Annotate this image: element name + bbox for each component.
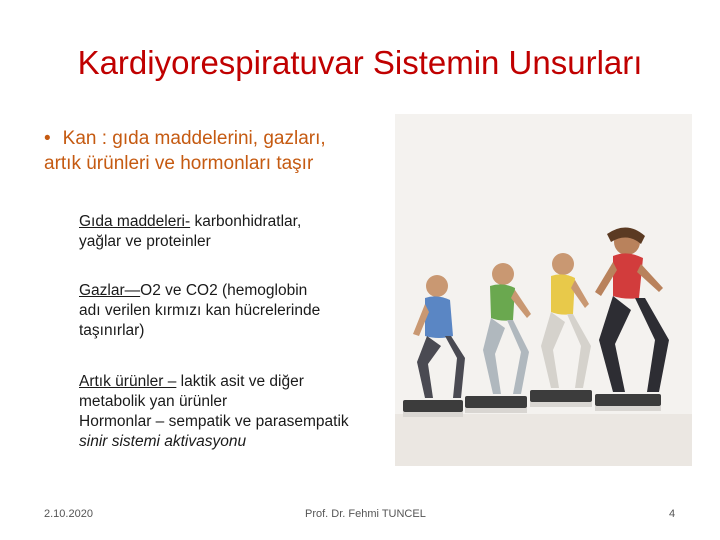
sub-item-text: metabolik yan ürünler xyxy=(79,393,228,410)
sub-item-text: taşınırlar) xyxy=(79,322,145,339)
footer-page-number: 4 xyxy=(669,508,676,520)
sub-item-text: adı verilen kırmızı kan hücrelerinde xyxy=(79,302,321,319)
main-bullet xyxy=(44,126,404,176)
sub-item-text: O2 ve CO2 (hemoglobin xyxy=(140,282,308,299)
sub-item-text: sinir sistemi aktivasyonu xyxy=(79,433,247,450)
sub-item-text: yağlar ve proteinler xyxy=(79,233,211,250)
bullet-line-1: Kan : gıda maddelerini, gazları, xyxy=(62,128,326,149)
sub-item-nutrients xyxy=(79,212,399,252)
sub-item-text: laktik asit ve diğer xyxy=(176,373,304,390)
group-step-aerobics-photo xyxy=(395,114,692,466)
sub-item-term: Gazlar— xyxy=(79,282,141,299)
step-aerobics-illustration xyxy=(395,114,692,466)
sub-item-term: Gıda maddeleri- xyxy=(79,213,191,230)
footer-date: 2.10.2020 xyxy=(44,508,93,520)
sub-item-gases xyxy=(79,281,399,341)
slide-title: Kardiyorespiratuvar Sistemin Unsurları xyxy=(77,44,643,81)
sub-item-text: Hormonlar – sempatik ve parasempatik xyxy=(79,413,349,430)
sub-item-text: karbonhidratlar, xyxy=(190,213,302,230)
sub-item-waste-hormones xyxy=(79,372,399,452)
footer-author: Prof. Dr. Fehmi TUNCEL xyxy=(305,508,426,520)
sub-item-term: Artık ürünler – xyxy=(79,373,177,390)
bullet-marker: • xyxy=(44,128,51,149)
bullet-line-2: artık ürünleri ve hormonları taşır xyxy=(44,153,314,174)
